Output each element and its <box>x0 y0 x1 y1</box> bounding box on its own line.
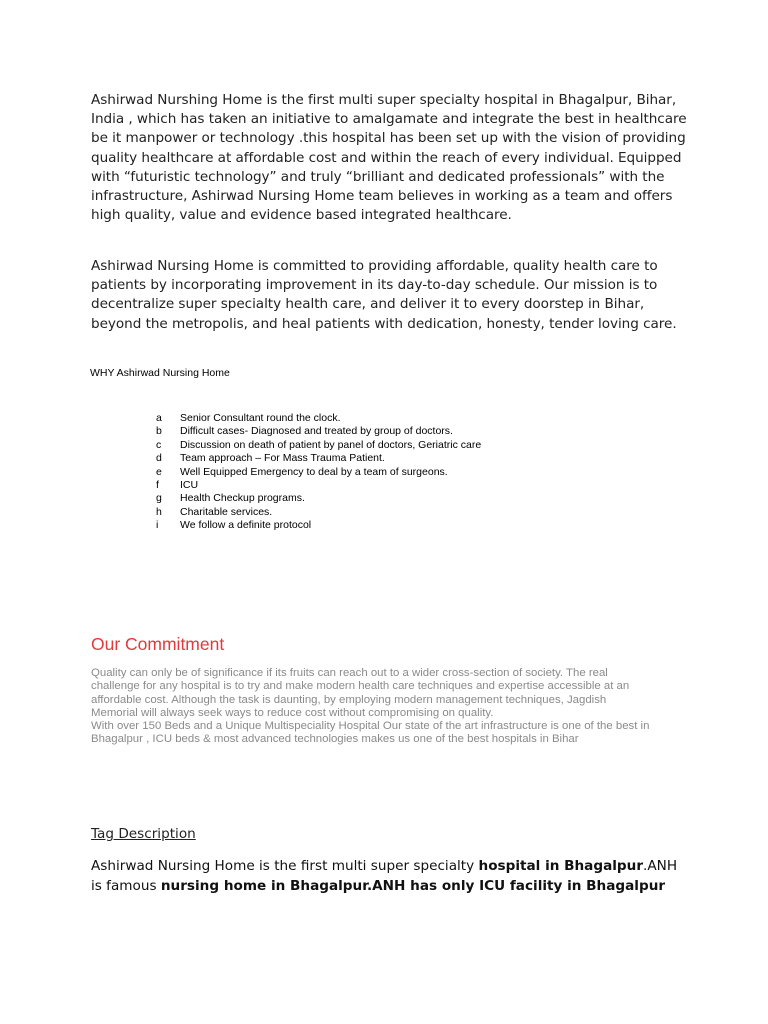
list-item <box>156 506 481 519</box>
tag-keyword-2: nursing home in Bhagalpur.ANH has only ICU facility in Bhagalpur <box>160 877 666 894</box>
list-marker: c <box>156 438 162 451</box>
list-marker: f <box>156 479 159 492</box>
commitment-line: Memorial will always seek ways to reduce cost without compromising on quality. <box>91 706 494 719</box>
list-item-text: Team approach – For Mass Trauma Patient. <box>180 452 385 465</box>
commitment-line: challenge for any hospital is to try and make modern health care techniques and expertise accessible at an <box>91 680 630 693</box>
tag-keyword-1: hospital in Bhagalpur <box>478 858 644 874</box>
tag-description-body <box>91 857 681 896</box>
commitment-line: affordable cost. Although the task is daunting, by employing modern management techniques, Jagdish <box>91 693 607 706</box>
tag-text-2: .ANH is famous <box>91 858 678 894</box>
list-marker: h <box>156 505 162 518</box>
list-item <box>156 479 481 492</box>
commitment-line: With over 150 Beds and a Unique Multispeciality Hospital Our state of the art infrastructure is one of the best in <box>91 720 650 733</box>
list-item <box>156 439 481 452</box>
commitment-line: Quality can only be of significance if its fruits can reach out to a wider cross-section of society. The real <box>91 667 608 679</box>
list-item-text: Health Checkup programs. <box>180 492 305 505</box>
list-item <box>156 412 481 425</box>
list-marker: e <box>156 465 162 478</box>
commitment-body <box>91 667 691 747</box>
list-item-text: Well Equipped Emergency to deal by a team of surgeons. <box>180 465 448 478</box>
why-heading: WHY Ashirwad Nursing Home <box>90 367 230 379</box>
list-marker: d <box>156 452 162 465</box>
list-item-text: Discussion on death of patient by panel of doctors, Geriatric care <box>180 438 482 451</box>
commitment-line: Bhagalpur , ICU beds & most advanced technologies makes us one of the best hospitals in Bihar <box>91 733 579 746</box>
list-marker: a <box>156 412 162 424</box>
list-item-text: We follow a definite protocol <box>180 519 312 532</box>
list-item-text: Senior Consultant round the clock. <box>180 412 341 424</box>
reasons-list <box>156 412 481 533</box>
list-item <box>156 519 481 532</box>
list-item-text: Charitable services. <box>180 505 273 518</box>
list-item <box>156 492 481 505</box>
list-item <box>156 425 481 438</box>
tag-text-1: Ashirwad Nursing Home is the first multi super specialty <box>91 858 479 874</box>
intro-paragraph-1: Ashirwad Nurshing Home is the first multi super specialty hospital in Bhagalpur, Bihar, India , which has taken an initiative to amalgamate and integrate the best in healthcare be it manpower or technology .this hospital has been set up with the vision of providing quality healthcare at affordable cost and within the reach of every individual. Equipped with “futuristic technology” and truly “brilliant and dedicated professionals” with the infrastructure, Ashirwad Nursing Home team believes in working as a team and offers high quality, value and evidence based integrated healthcare. <box>91 92 687 224</box>
list-item <box>156 452 481 465</box>
list-marker: b <box>156 425 162 438</box>
commitment-heading: Our Commitment <box>91 634 225 654</box>
list-item-text: Difficult cases- Diagnosed and treated by group of doctors. <box>180 425 453 438</box>
list-marker: i <box>156 519 159 532</box>
tag-description-heading: Tag Description <box>91 826 196 842</box>
intro-paragraph-2: Ashirwad Nursing Home is committed to providing affordable, quality health care to patients by incorporating improvement in its day-to-day schedule. Our mission is to decentralize super specialty health care, and deliver it to every doorstep in Bihar, beyond the metropolis, and heal patients with dedication, honesty, tender loving care. <box>91 258 677 332</box>
list-item-text: ICU <box>180 479 199 492</box>
list-marker: g <box>156 492 162 505</box>
list-item <box>156 466 481 479</box>
